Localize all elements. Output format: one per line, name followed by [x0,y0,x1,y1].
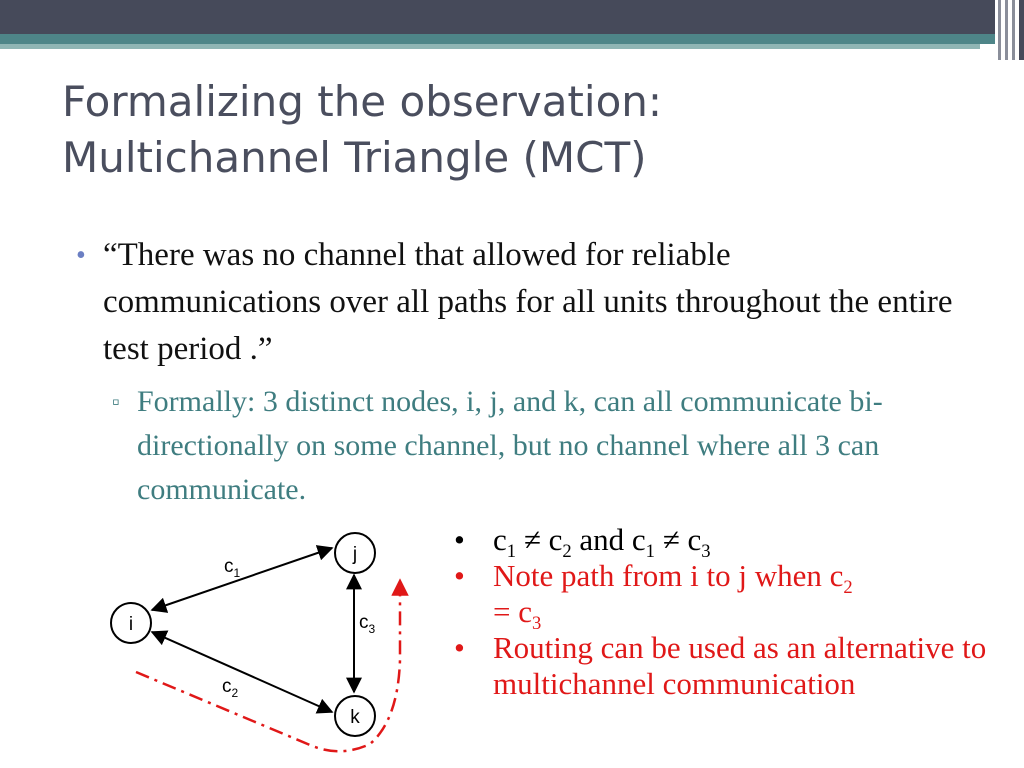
edge-i-j [152,548,332,610]
routing-note-item [454,630,1014,702]
node-i-label: i [128,614,134,635]
bullet-icon: • [454,630,465,665]
edge-label-c1: $c_1$ [224,556,241,580]
channel-inequality-item: • $c_1 \ne c_2$ and $c_1 \ne c_3$ [454,522,711,563]
edge-label-c3: $c_3$ [359,612,376,636]
edge-label-c2: $c_2$ [222,676,239,700]
header-accent-stripe-light [0,44,980,49]
quote-text: “There was no channel that allowed for reliable communications over all paths for all units throughout the entire test period .” [103,237,953,367]
formal-definition-bullet [112,380,952,512]
formal-definition-text: Formally: 3 distinct nodes, i, j, and k, can all communicate bi-directionally on some channel, but no channel where all 3 can communicate. [137,385,883,506]
bullet-icon: • [454,558,465,593]
edge-i-k [152,632,332,712]
quote-bullet [76,232,956,373]
routing-note-text: Routing can be used as an alternative to multichannel communication [493,630,987,701]
square-bullet-icon: ▫ [112,389,120,414]
title-line-2: Multichannel Triangle (MCT) [62,133,647,182]
path-note-item: • Note path from i to j when $c_2$ = $c_3$ [454,558,853,635]
node-j-label: j [352,544,358,565]
slide-title [62,74,662,186]
notes-list [454,522,1014,702]
corner-decoration [995,0,1024,60]
header-bar [0,0,1024,34]
title-line-1: Formalizing the observation: [62,77,663,126]
bullet-icon: • [454,522,465,557]
header-accent-stripe [0,34,1000,44]
mct-triangle-diagram [100,520,440,760]
node-k-label: k [350,707,360,728]
bullet-icon: • [76,240,86,271]
